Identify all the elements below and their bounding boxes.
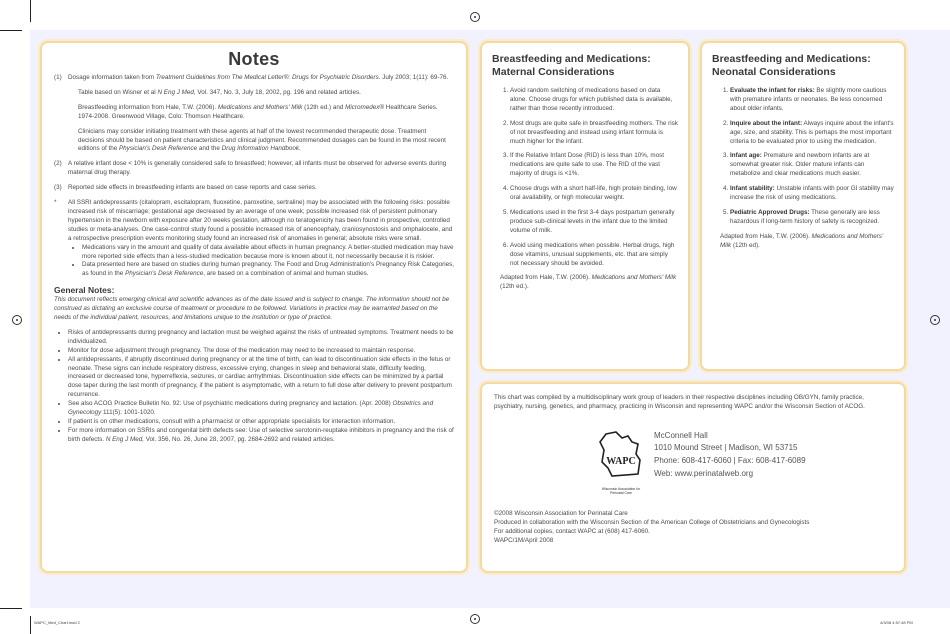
contact-line: Web: www.perinatalweb.org <box>654 468 754 478</box>
slug-left: WAPC_Med_Chart.indd 2 <box>34 620 80 625</box>
note-text: A relative infant dose < 10% is generally considered safe to breastfeed; however, all infants must be observed for adverse events during maternal drug therapy. <box>68 160 447 177</box>
note-ssri <box>54 199 454 279</box>
maternal-title: Breastfeeding and Medications: Maternal Considerations <box>492 53 651 78</box>
note-1 <box>54 74 454 83</box>
crop-mark <box>0 30 22 31</box>
list-item: 1. Avoid random switching of medications based on data alone. Choose drugs for which published data is available, rather than those recently introduced. <box>510 87 678 114</box>
ssri-sub-list <box>68 244 454 280</box>
note-text: Dosage information taken from Treatment Guidelines from The Medical Letter®: Drugs for Psychiatric Disorders. July 2003; 1(11): 69-76. <box>68 74 449 81</box>
list-item: 5. Medications used in the first 3-4 days postpartum generally produce sub-clinical levels in the infant due to the limited volume of milk. <box>510 209 678 236</box>
note-number: (1) <box>54 74 62 81</box>
list-item: • Data presented here are based on studies during human pregnancy. The Food and Drug Administration's Pregnancy Risk Categories, as found in the Physician's Desk Reference, are based on a combination of animal and human studies. <box>82 261 454 279</box>
footer-intro: This chart was compiled by a multidisciplinary work group of leaders in their respective disciplines including OB/GYN, family practice, psychiatry, nursing, genetics, and pharmacy, practicing in Wisconsin and representing WAPC and/or the Wisconsin Section of ACOG. <box>494 394 865 410</box>
list-item: • Monitor for dose adjustment through pregnancy. The dose of the medication may need to be increased to maintain response. <box>68 347 454 356</box>
slug-right: 4/3/08 4:57:48 PM <box>880 620 913 625</box>
copyright-line: ©2008 Wisconsin Association for Perinatal Care <box>494 509 628 517</box>
list-item: 5. Pediatric Approved Drugs: These generally are less hazardous if long-term history of safety is recognized. <box>730 209 894 227</box>
list-item: • For more information on SSRIs and congenital birth defects see: Use of selective serotonin-reuptake inhibitors in pregnancy and the risk of birth defects. N Eng J Med, Vol. 356, No. 26, June 28, 2007, pg. 2684-2692 and related articles. <box>68 427 454 445</box>
general-disclaimer: This document reflects emerging clinical and scientific advances as of the date issued and is subject to change. The information should not be construed as dictating an exclusive course of treatment or procedure to be followed. Variations in practice may be warranted based on the needs of the individual patient, resources, and limitations unique to the institution or type of practice. <box>54 296 450 322</box>
contact-line: McConnell Hall <box>654 430 708 440</box>
copyright-line: WAPC/1M/April 2008 <box>494 536 554 544</box>
footer-panel <box>480 382 906 573</box>
list-item: • If patient is on other medications, consult with a pharmacist or other appropriate specialists for interaction information. <box>68 418 454 427</box>
note-clinicians: Clinicians may consider initiating treatment with these agents at half of the lowest recommended therapeutic dose. Treatment decisions should be based on patient characteristics and clinical judgment. Recommended dosages can be found in the most recent editions of the Physician's Desk Reference and the Drug Information Handbook. <box>78 127 446 153</box>
neonatal-source: Adapted from Hale, T.W. (2006). Medications and Mothers' Milk (12th ed). <box>720 232 884 249</box>
registration-mark-bottom <box>470 614 480 624</box>
list-item: 4. Choose drugs with a short half-life, high protein binding, low oral availability, or high molecular weight. <box>510 185 678 203</box>
note-text: Reported side effects in breastfeeding infants are based on case reports and case series. <box>68 184 317 192</box>
list-item: 1. Evaluate the infant for risks: Be slightly more cautious with premature infants or neonates. Be less concerned about older infants. <box>730 87 894 114</box>
crop-mark <box>0 608 22 609</box>
contact-line: Phone: 608-417-6060 | Fax: 608-417-6089 <box>654 456 806 465</box>
list-item: • All antidepressants, if abruptly discontinued during pregnancy or at the time of birth, can lead to discontinuation side effects in the fetus or neonate. These signs can include respiratory distress, excessive crying, changes in sleep and behavioral state, difficulty feeding, increased or decreased tone, hyperreflexia, seizures, or cardiac arrhythmias. Discontinuation side effects can be minimized by a partial dose taper during the last month of pregnancy, if the patient is asymptomatic, with a return to full dose after delivery to prevent postpartum recurrence. <box>68 356 454 401</box>
neonatal-list <box>712 87 894 227</box>
note-text: All SSRI antidepressants (citalopram, escitalopram, fluoxetine, paroxetine, sertraline) may be associated with the following risks: possible increased risk of miscarriage; gestational age decreased by an average of one week; possible increased risk of persistent pulmonary hypertension in the newborn with exposure after 20 weeks gestation, although no teratogenicity has been found in prospective, controlled studies or meta-analyses. One case-control study found a possible increased risk of anencephaly, craniosynostosis and omphalocele, and a retrospective prescription events monitoring study found an increased risk of anomalies in general; absolute risks were small. <box>68 199 453 242</box>
crop-mark <box>30 616 31 634</box>
notes-title: Notes <box>228 49 280 69</box>
copyright-line: Produced in collaboration with the Wisconsin Section of the American College of Obstetricians and Gynecologists <box>494 518 810 526</box>
neonatal-panel <box>700 41 906 371</box>
note-number: (3) <box>54 184 62 192</box>
neonatal-title: Breastfeeding and Medications: Neonatal Considerations <box>712 53 871 78</box>
maternal-source: Adapted from Hale, T.W. (2006). Medications and Mothers' Milk (12th ed.). <box>500 274 677 291</box>
note-wisner: Table based on Wisner et al N Eng J Med, Vol. 347, No. 3, July 18, 2002, pg. 196 and related articles. <box>78 88 361 96</box>
note-2 <box>54 160 454 178</box>
wisconsin-map-icon <box>598 430 644 482</box>
contact-line: 1010 Mound Street | Madison, WI 53715 <box>654 443 798 453</box>
general-notes-list <box>54 329 454 445</box>
general-notes-title: General Notes: <box>54 285 115 296</box>
crop-mark <box>30 0 31 22</box>
logo-caption: Wisconsin Association for Perinatal Care <box>601 486 641 496</box>
contact-info <box>654 430 806 480</box>
registration-mark-left <box>12 315 22 325</box>
list-item: • See also ACOG Practice Bulletin No. 92: Use of psychiatric medications during pregnancy and lactation. (Apr. 2008) Obstetrics and Gynecology 111(5): 1001-1020. <box>68 400 454 418</box>
wapc-logo <box>598 430 644 496</box>
svg-text:WAPC: WAPC <box>606 455 636 467</box>
list-item: • Risks of antidepressants during pregnancy and lactation must be weighed against the risks of untreated symptoms. Treatment needs to be individualized. <box>68 329 454 347</box>
registration-mark-top <box>470 12 480 22</box>
list-item: 2. Most drugs are quite safe in breastfeeding mothers. The risk of not breastfeeding and instead using infant formula is much higher for the infant. <box>510 120 678 147</box>
list-item: 3. Infant age: Premature and newborn infants are at somewhat greater risk. Older mature infants can metabolize and clear medications much easier. <box>730 152 894 179</box>
list-item: 3. If the Relative Infant Dose (RID) is less than 10%, most medications are quite safe to use. The RID of the vast majority of drugs is <1%. <box>510 152 678 179</box>
list-item: • Medications vary in the amount and quality of data available about effects in human pregnancy. A better-studied medication may have more reported side effects than a less-studied medication because more is known about it, not necessarily because it is riskier. <box>82 244 454 262</box>
notes-panel <box>40 41 468 573</box>
maternal-panel <box>480 41 690 371</box>
copyright-line: For additional copies, contact WAPC at (608) 417-6060. <box>494 527 650 535</box>
note-number: (2) <box>54 160 62 168</box>
note-hale: Breastfeeding information from Hale, T.W. (2006). Medications and Mothers' Milk (12th ed.) and Micromedex® Healthcare Series. 1974-2008. Greenwood Village, Colo: Thomson Healthcare. <box>78 103 438 120</box>
registration-mark-right <box>930 315 940 325</box>
contact-block <box>598 430 894 496</box>
list-item: 4. Infant stability: Unstable infants with poor GI stability may increase the risk of using medications. <box>730 185 894 203</box>
list-item: 2. Inquire about the infant: Always inquire about the infant's age, size, and stability. This is perhaps the most important criteria to be evaluated prior to using the medication. <box>730 120 894 147</box>
note-3 <box>54 184 454 193</box>
list-item: 6. Avoid using medications when possible. Herbal drugs, high dose vitamins, unusual supplements, etc. that are simply not necessary should be avoided. <box>510 242 678 269</box>
maternal-list <box>492 87 678 268</box>
note-asterisk: * <box>54 199 57 207</box>
copyright-block <box>494 510 894 546</box>
